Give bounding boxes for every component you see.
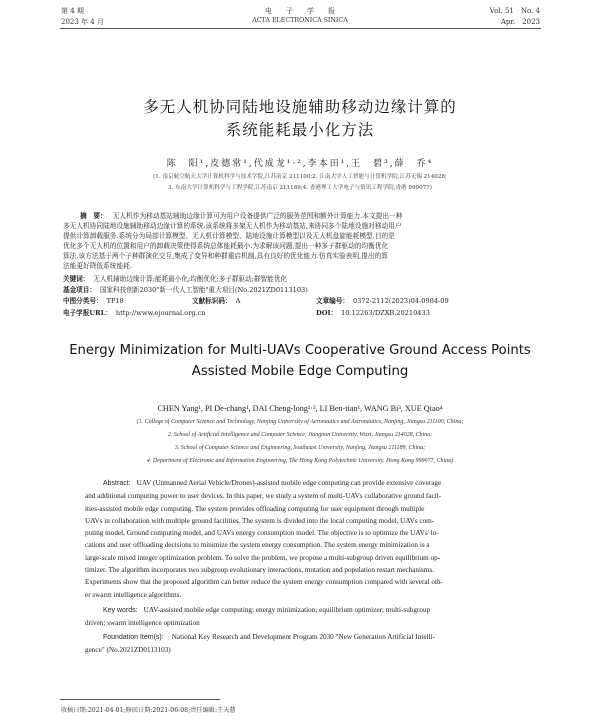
en-keywords-line: driven; swarm intelligence optimization	[85, 619, 200, 628]
cn-doc-value: A	[235, 297, 241, 305]
cn-abstract-label: 摘 要：	[80, 212, 107, 220]
cn-abstract-line: 法能更好降低系统能耗.	[63, 262, 132, 271]
date-en: Apr. 2023	[500, 18, 540, 26]
en-abstract-line: puting model, Ground computing model, and UAVs energy consumption model. The objective is to optimize the UAVs' lo-	[85, 529, 439, 538]
en-affiliation-line4: 4. Department of Electronic and Information Engineering, The Hong Kong Polytechnic University, Hong Kong 999077, China)	[146, 458, 454, 464]
en-keywords	[85, 604, 536, 630]
header-rule	[60, 28, 541, 29]
en-authors: CHEN Yang¹, PI De-chang¹, DAI Cheng-long¹·², LI Ben-tian¹, WANG Bi³, XUE Qiao⁴	[157, 404, 443, 413]
en-abstract-label: Abstract:	[103, 480, 131, 487]
issue-number: 第 4 期	[61, 7, 84, 15]
cn-abstract	[63, 211, 539, 272]
cn-title-line2: 系统能耗最小化方法	[225, 121, 375, 139]
date-cn: 2023 年 4 月	[61, 18, 104, 26]
cn-abstract-line: 优化多个无人机的位置和用户的卸载决策使得系统总体能耗最小.为求解该问题,提出一种多子群驱动的均衡优化	[63, 242, 389, 251]
en-keywords-label: Key words:	[103, 607, 138, 614]
cn-doi-value[interactable]: 10.12263/DZXB.20210433	[341, 309, 430, 317]
footnote-rule	[60, 699, 220, 700]
en-abstract-line: Experiments show that the proposed algorithm can better reduce the system energy consumption compared with several oth-	[85, 578, 443, 587]
cn-fund	[63, 284, 308, 294]
cn-keywords-label: 关键词：	[63, 275, 90, 283]
en-fund-line: Foundation Item(s): National Key Research and Development Program 2030 "New Generation Artificial Intelli-	[85, 631, 536, 644]
cn-abstract-line: 摘 要： 无人机作为移动基站辅助边缘计算可为用户设备提供广泛的服务范围和额外计算能力.本文提出一种	[63, 211, 539, 221]
cn-doc-code	[192, 295, 240, 305]
cn-abstract-line: 多无人机协同陆地设施辅助移动边缘计算的系统.该系统将多架无人机作为移动基站,来协同多个陆地设施对移动用户	[63, 222, 402, 231]
en-abstract-line: Abstract: UAV (Unmanned Aerial Vehicle/Drones)-assisted mobile edge computing can provide extensive coverage	[85, 477, 536, 490]
en-fund-label: Foundation Item(s):	[103, 634, 164, 641]
cn-url-label: 电子学报URL：	[63, 309, 112, 317]
en-abstract-line: UAVs in collaboration with multiple ground facilities. The system is divided into the local computing model, UAVs com-	[85, 516, 435, 525]
cn-fund-label: 基金项目：	[63, 286, 96, 294]
en-abstract-line: large-scale mixed integer optimization problem. To solve the problem, we propose a multi-subgroup driven equilibrium op-	[85, 553, 441, 562]
journal-name-en: ACTA ELECTRONICA SINICA	[252, 17, 348, 24]
en-abstract	[85, 477, 536, 601]
cn-keywords-value: 无人机辅助边缘计算;能耗最小化;均衡优化;多子群驱动;群智能优化	[93, 275, 287, 283]
en-abstract-line: cations and user offloading decisions to minimize the system energy consumption. The system energy minimization is a	[85, 541, 430, 550]
en-affiliation-line1: (1. College of Computer Science and Technology, Nanjing University of Aeronautics and Astronautics, Nanjing, Jiangsu 211100, China;	[136, 419, 464, 425]
cn-doc-label: 文献标识码：	[192, 297, 232, 305]
en-affiliation-line3: 3. School of Computer Science and Engineering, Southeast University, Nanjing, Jiangsu 211189, China;	[174, 445, 426, 451]
en-abstract-line: and additional computing power to user devices. In this paper, we study a system of multi-UAVs collaborative ground facil-	[85, 492, 442, 501]
cn-clc-label: 中图分类号：	[63, 297, 103, 305]
cn-doi	[316, 307, 430, 317]
en-keywords-line: Key words: UAV-assisted mobile edge computing; energy minimization; equilibrium optimizer; multi-subgroup	[85, 604, 536, 617]
en-title-line2: Assisted Mobile Edge Computing	[191, 364, 409, 379]
cn-title-line1: 多无人机协同陆地设施辅助移动边缘计算的	[143, 98, 457, 116]
en-abstract-line: ities-assisted mobile edge computing. The system provides offloading computing for user equipment through multiple	[85, 504, 425, 513]
cn-url	[63, 307, 206, 317]
cn-affiliation-line1: (1. 南京航空航天大学计算机科学与技术学院,江苏南京 211100;2. 江南大学人工智能与计算机学院,江苏无锡 214028;	[153, 174, 447, 180]
received-dates: 收稿日期:2021-04-01;修回日期:2021-06-08;责任编辑:王天慧	[61, 707, 236, 714]
cn-clc	[63, 295, 124, 305]
cn-article-number	[316, 295, 449, 305]
cn-fund-value: 国家科技创新2030"新一代人工智能"重大项目(No.2021ZD0113103)	[99, 286, 308, 294]
en-abstract-line: timizer. The algorithm incorporates two subgroup evolutionary interactions, mutation and population restart mechanisms.	[85, 566, 434, 575]
journal-name-cn: 电 子 学 报	[265, 7, 335, 15]
cn-url-value[interactable]: http://www.ejournal.org.cn	[115, 309, 206, 317]
en-abstract-line: er swarm intelligence algorithms.	[85, 590, 182, 599]
en-fund-line: gence" (No.2021ZD0113103)	[85, 646, 171, 655]
en-affiliation-line2: 2. School of Artificial Intelligence and Computer Science, Jiangnan University, Wuxi, Jiangsu 214028, China;	[167, 432, 433, 438]
volume-info: Vol. 51 No. 4	[489, 7, 540, 15]
cn-keywords	[63, 273, 287, 283]
cn-authors: 陈 阳¹,皮德常¹,代成龙¹·²,李本田¹,王 碧³,薛 乔⁴	[166, 159, 434, 169]
cn-article-label: 文章编号：	[316, 297, 349, 305]
cn-clc-value: TP18	[106, 297, 124, 305]
cn-abstract-line: 算法.该方法基于两个子种群演化交互,集成了变异和种群重启机制,具有良好的优化能力.仿真实验表明,提出的算	[63, 252, 388, 261]
cn-article-value: 0372-2112(2023)04-0984-09	[352, 297, 449, 305]
en-title-line1: Energy Minimization for Multi-UAVs Cooperative Ground Access Points	[69, 343, 531, 358]
en-fund	[85, 631, 536, 657]
cn-doi-label: DOI：	[316, 309, 338, 317]
cn-affiliation-line2: 3. 东南大学计算机科学与工程学院,江苏南京 211189;4. 香港理工大学电子与资讯工程学院,香港 999077)	[168, 185, 432, 191]
cn-abstract-line: 提供计算卸载服务.系统分为局部计算模型、无人机计算模型、陆地设施计算模型以及无人机盘旋能耗模型.目的是	[63, 232, 395, 241]
